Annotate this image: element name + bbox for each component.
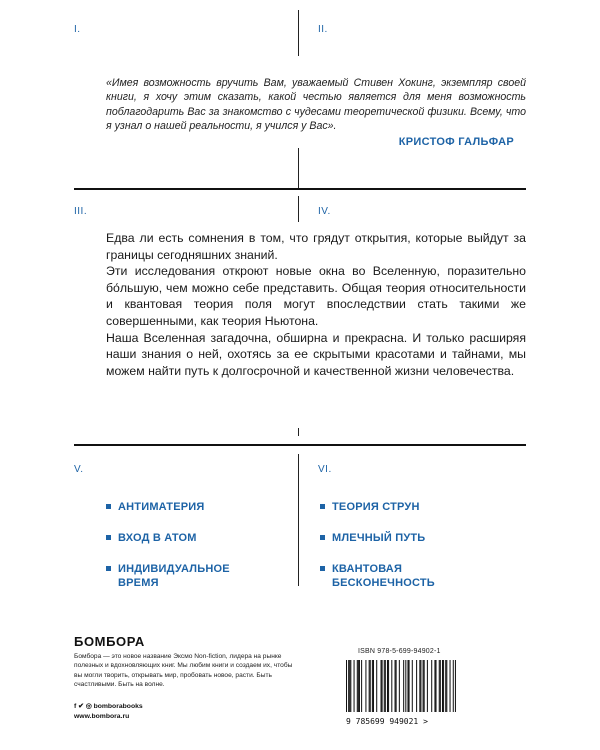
barcode-bar: [376, 660, 377, 712]
barcode-bars: [346, 660, 456, 712]
section-label-v: V.: [74, 464, 84, 475]
barcode-bar: [416, 660, 417, 712]
barcode-bar: [405, 660, 406, 712]
body-paragraph-2: Эти исследования откроют новые окна во Вселенную, поразительно бо́льшую, чем можно себе представить. Общая теория относительности и квантовая теория поля могут впоследствии стать такими же совершенными, как теория Ньютона.: [106, 264, 526, 328]
barcode-bar: [445, 660, 446, 712]
publisher-logo: БОМБОРА: [74, 634, 145, 649]
topic-atom: ВХОД В АТОМ: [118, 532, 197, 544]
barcode-bar: [455, 660, 456, 712]
barcode-bar: [384, 660, 385, 712]
barcode-bar: [442, 660, 443, 712]
barcode-digits: 9 785699 949021 >: [346, 717, 428, 726]
barcode-bar: [419, 660, 420, 712]
barcode-bar: [453, 660, 454, 712]
section-label-ii: II.: [318, 24, 328, 35]
barcode-bar: [357, 660, 358, 712]
barcode-bar: [369, 660, 370, 712]
barcode-bar: [395, 660, 396, 712]
barcode-bar: [450, 660, 451, 712]
barcode-bar: [446, 660, 447, 712]
barcode-bar: [359, 660, 360, 712]
barcode-bar: [403, 660, 404, 712]
publisher-description: Бомбора — это новое название Эксмо Non-fiction, лидера на рынке полезных и вдохновляющих книг. Мы любим книги и создаем их, чтобы вы могли творить, открывать мир, пробовать новое, расти. Быть счастливыми. Быть на волне.: [74, 653, 293, 689]
barcode-bar: [365, 660, 366, 712]
social-handle: bomborabooks: [93, 703, 143, 710]
barcode-bar: [436, 660, 437, 712]
divider-vertical-body: [298, 428, 299, 436]
section-label-iv: IV.: [318, 206, 331, 217]
barcode-bar: [423, 660, 424, 712]
quote-text: «Имея возможность вручить Вам, уважаемый Стивен Хокинг, экземпляр своей книги, я хочу этим сказать, какой честью является для меня возможность поблагодарить Вас за знакомство с чудесами теоретической физики. Всему, что я узнал о нашей реальности, я учился у Вас».: [106, 77, 526, 132]
section-label-iii: III.: [74, 206, 88, 217]
barcode-bar: [388, 660, 389, 712]
topic-milky-way: МЛЕЧНЫЙ ПУТЬ: [332, 532, 426, 544]
isbn-label: ISBN 978-5-699-94902-1: [358, 648, 441, 655]
divider-vertical-quote: [298, 148, 299, 188]
rule-upper: [74, 188, 526, 190]
body-paragraph-3: Наша Вселенная загадочна, обширна и прекрасна. И только расширяя наши знания о ней, охотясь за ее скрытыми красотами и тайнами, мы можем найти путь к долгосрочной и качественной жизни человечества.: [106, 330, 526, 378]
section-label-i: I.: [74, 24, 81, 35]
barcode-bar: [427, 660, 428, 712]
barcode-bar: [354, 660, 355, 712]
barcode-bar: [373, 660, 374, 712]
barcode-bar: [399, 660, 400, 712]
barcode: [346, 660, 456, 726]
barcode-bar: [412, 660, 413, 712]
section-label-vi: VI.: [318, 464, 332, 475]
barcode-bar: [440, 660, 441, 712]
barcode-bar: [385, 660, 386, 712]
topic-quantum-infinity: КВАНТОВАЯ БЕСКОНЕЧНОСТЬ: [332, 562, 472, 590]
barcode-bar: [348, 660, 349, 712]
barcode-bar: [361, 660, 362, 712]
barcode-bar: [387, 660, 388, 712]
barcode-bar: [443, 660, 444, 712]
website[interactable]: www.bombora.ru: [74, 713, 130, 720]
barcode-bar: [349, 660, 350, 712]
barcode-bar: [431, 660, 432, 712]
body-text: [106, 230, 526, 379]
social-icons: f ✔ ◎: [74, 703, 92, 710]
divider-vertical-bottom: [298, 454, 299, 586]
barcode-bar: [382, 660, 383, 712]
barcode-bar: [439, 660, 440, 712]
topic-strings: ТЕОРИЯ СТРУН: [332, 501, 420, 513]
topic-individual-time: ИНДИВИДУАЛЬНОЕ ВРЕМЯ: [118, 562, 258, 590]
rule-lower: [74, 444, 526, 446]
barcode-bar: [409, 660, 410, 712]
barcode-bar: [420, 660, 421, 712]
barcode-bar: [391, 660, 392, 712]
barcode-bar: [407, 660, 408, 712]
barcode-bar: [381, 660, 382, 712]
barcode-bar: [370, 660, 371, 712]
social-line: [74, 702, 143, 710]
barcode-bar: [434, 660, 435, 712]
topic-antimatter: АНТИМАТЕРИЯ: [118, 501, 205, 513]
quote-author: КРИСТОФ ГАЛЬФАР: [398, 136, 514, 148]
barcode-bar: [396, 660, 397, 712]
barcode-bar: [346, 660, 347, 712]
barcode-bar: [350, 660, 351, 712]
divider-vertical-middle: [298, 196, 299, 222]
body-paragraph-1: Едва ли есть сомнения в том, что грядут открытия, которые выйдут за границы сегодняшних знаний.: [106, 231, 526, 262]
barcode-bar: [372, 660, 373, 712]
barcode-bar: [424, 660, 425, 712]
barcode-bar: [358, 660, 359, 712]
divider-vertical-top: [298, 10, 299, 56]
